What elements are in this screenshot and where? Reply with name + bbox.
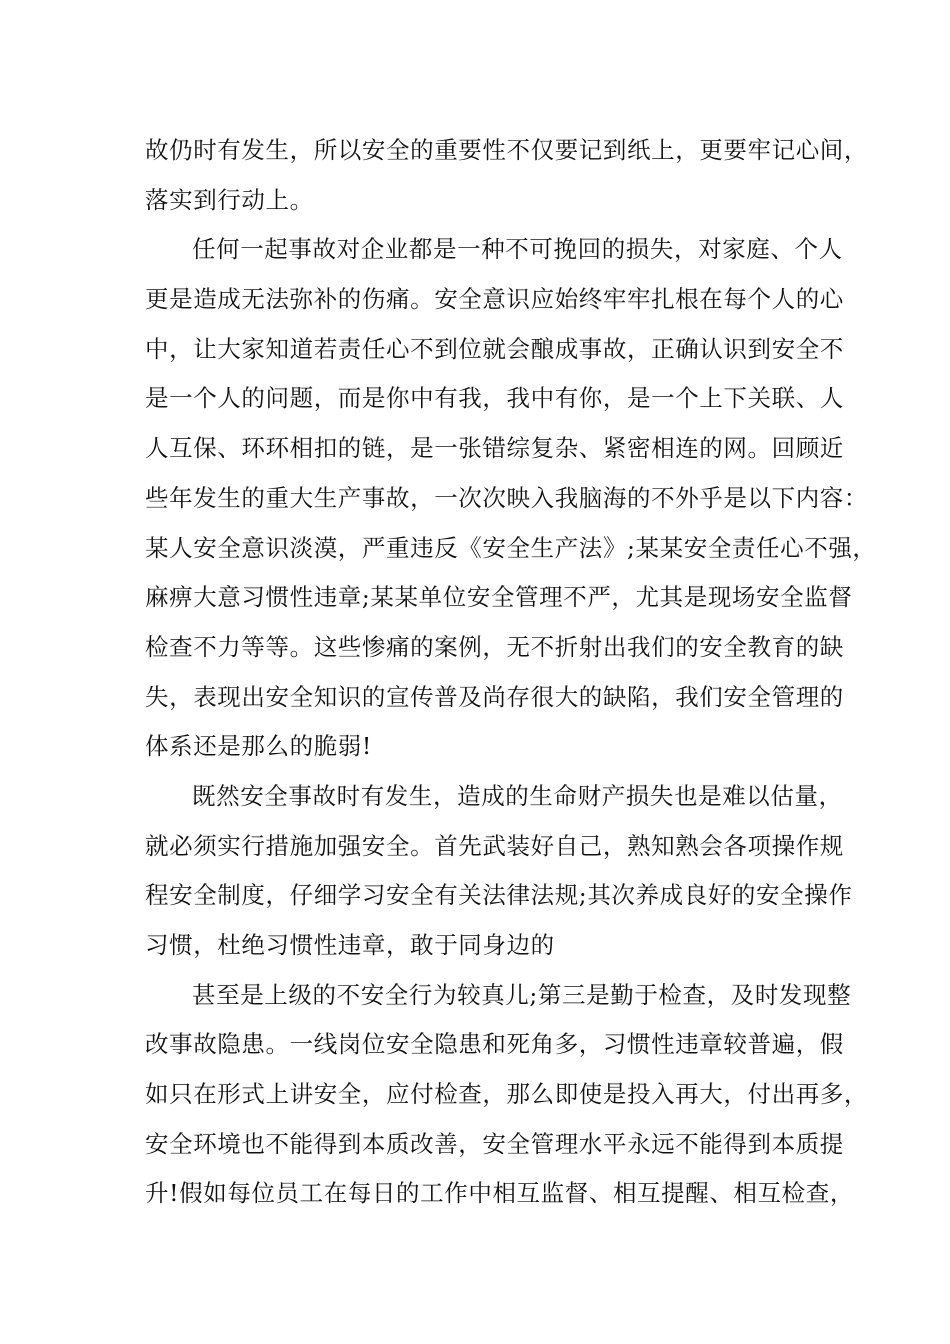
text-line-5: 中，让大家知道若责任心不到位就会酿成事故，正确认识到安全不: [145, 334, 844, 363]
text-line-7: 人互保、环环相扣的链，是一张错综复杂、紧密相连的网。回顾近: [145, 434, 844, 463]
text-line-10: 麻痹大意习惯性违章;某某单位安全管理不严，尤其是现场安全监督: [145, 583, 853, 612]
text-line-17: 习惯，杜绝习惯性违章，敢于同身边的: [145, 931, 555, 959]
text-line-2: 落实到行动上。: [145, 185, 314, 214]
text-line-1: 故仍时有发生，所以安全的重要性不仅要记到纸上，更要牢记心间，: [145, 136, 868, 164]
text-line-21: 安全环境也不能得到本质改善，安全管理水平永远不能得到本质提: [145, 1129, 844, 1158]
text-line-15: 就必须实行措施加强安全。首先武装好自己，熟知熟会各项操作规: [145, 831, 844, 860]
text-line-3: 任何一起事故对企业都是一种不可挽回的损失，对家庭、个人: [192, 235, 843, 264]
text-line-6: 是一个人的问题，而是你中有我，我中有你，是一个上下关联、人: [145, 384, 844, 413]
text-line-16: 程安全制度，仔细学习安全有关法律法规;其次养成良好的安全操作: [145, 881, 853, 910]
document-body: [145, 126, 877, 1219]
text-line-11: 检查不力等等。这些惨痛的案例，无不折射出我们的安全教育的缺: [145, 632, 844, 661]
text-line-8: 些年发生的重大生产事故，一次次映入我脑海的不外乎是以下内容：: [145, 483, 868, 512]
text-line-20: 如只在形式上讲安全，应付检查，那么即使是投入再大，付出再多，: [145, 1080, 868, 1109]
text-line-18: 甚至是上级的不安全行为较真儿;第三是勤于检查，及时发现整: [192, 980, 852, 1009]
text-line-9: 某人安全意识淡漠，严重违反《安全生产法》;某某安全责任心不强，: [145, 533, 877, 562]
text-line-22: 升!假如每位员工在每日的工作中相互监督、相互提醒、相互检查，: [145, 1179, 854, 1208]
text-line-14: 既然安全事故时有发生，造成的生命财产损失也是难以估量，: [192, 781, 843, 810]
text-line-19: 改事故隐患。一线岗位安全隐患和死角多，习惯性违章较普遍，假: [145, 1030, 844, 1059]
text-line-4: 更是造成无法弥补的伤痛。安全意识应始终牢牢扎根在每个人的心: [145, 285, 844, 314]
text-line-13: 体系还是那么的脆弱!: [145, 732, 372, 761]
text-line-12: 失，表现出安全知识的宣传普及尚存很大的缺陷，我们安全管理的: [145, 682, 844, 711]
